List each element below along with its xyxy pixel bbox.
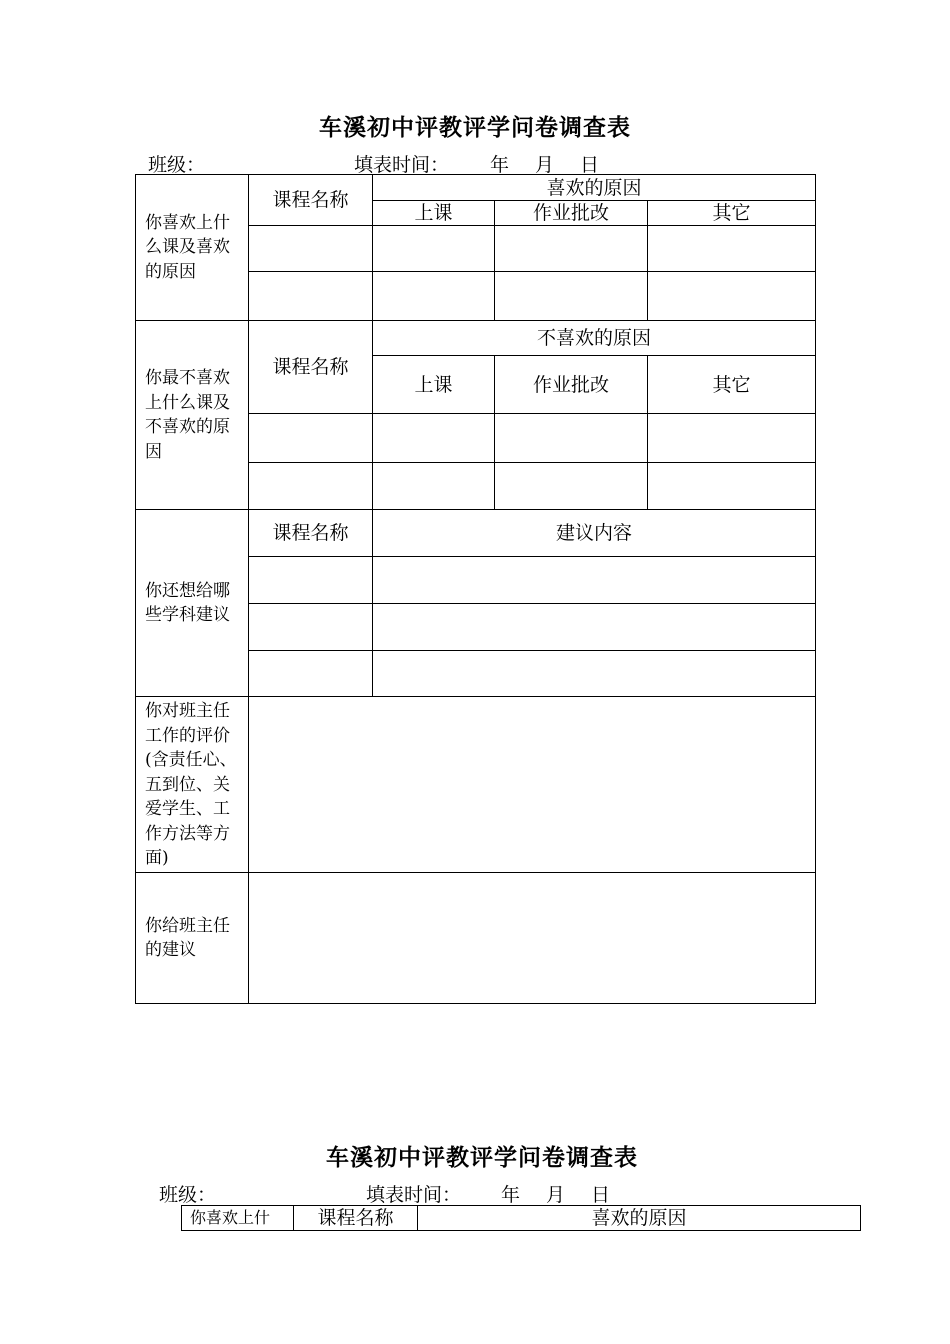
evaluate-section-label: 你对班主任工作的评价(含责任心、五到位、关爱学生、工作方法等方面) <box>136 697 249 873</box>
dislike-subheader-class: 上课 <box>373 356 495 414</box>
suggest-content-header: 建议内容 <box>373 510 816 557</box>
dislike-homework-cell[interactable] <box>495 414 648 463</box>
dislike-course-cell[interactable] <box>249 414 373 463</box>
like-reason-header: 喜欢的原因 <box>373 175 816 201</box>
suggest-content-cell[interactable] <box>373 604 816 651</box>
dislike-reason-header: 不喜欢的原因 <box>373 321 816 356</box>
like-subheader-class: 上课 <box>373 201 495 226</box>
dislike-course-header: 课程名称 <box>249 321 373 414</box>
form2-date-label: 填表时间： <box>366 1184 462 1206</box>
form1-class-label: 班级： <box>148 154 206 176</box>
form2-class-label: 班级： <box>159 1184 217 1206</box>
form2-row-label: 你喜欢上什 <box>182 1206 294 1231</box>
dislike-subheader-homework: 作业批改 <box>495 356 648 414</box>
form2-month: 月 <box>546 1184 566 1206</box>
like-subheader-other: 其它 <box>648 201 816 226</box>
like-subheader-homework: 作业批改 <box>495 201 648 226</box>
advice-answer-cell[interactable] <box>249 873 816 1004</box>
form1-month: 月 <box>535 154 555 176</box>
like-class-cell[interactable] <box>373 272 495 321</box>
form1-day: 日 <box>580 154 600 176</box>
like-class-cell[interactable] <box>373 226 495 272</box>
dislike-class-cell[interactable] <box>373 463 495 510</box>
suggest-course-cell[interactable] <box>249 651 373 697</box>
like-course-cell[interactable] <box>249 272 373 321</box>
dislike-section-label: 你最不喜欢上什么课及不喜欢的原因 <box>136 321 249 510</box>
form1-title: 车溪初中评教评学问卷调查表 <box>319 114 631 141</box>
dislike-class-cell[interactable] <box>373 414 495 463</box>
form2-year: 年 <box>501 1184 521 1206</box>
form2-course-header: 课程名称 <box>294 1206 418 1231</box>
form2-day: 日 <box>591 1184 611 1206</box>
dislike-other-cell[interactable] <box>648 414 816 463</box>
suggest-course-header: 课程名称 <box>249 510 373 557</box>
dislike-homework-cell[interactable] <box>495 463 648 510</box>
survey-table-1 <box>135 174 816 1004</box>
survey-table-2 <box>181 1205 861 1231</box>
like-homework-cell[interactable] <box>495 226 648 272</box>
like-course-cell[interactable] <box>249 226 373 272</box>
like-other-cell[interactable] <box>648 226 816 272</box>
suggest-course-cell[interactable] <box>249 557 373 604</box>
suggest-content-cell[interactable] <box>373 557 816 604</box>
dislike-subheader-other: 其它 <box>648 356 816 414</box>
like-course-header: 课程名称 <box>249 175 373 226</box>
form1-year: 年 <box>490 154 510 176</box>
like-section-label: 你喜欢上什么课及喜欢的原因 <box>136 175 249 321</box>
suggest-section-label: 你还想给哪些学科建议 <box>136 510 249 697</box>
form2-title: 车溪初中评教评学问卷调查表 <box>326 1144 638 1171</box>
like-other-cell[interactable] <box>648 272 816 321</box>
form1-date-label: 填表时间： <box>354 154 450 176</box>
advice-section-label: 你给班主任的建议 <box>136 873 249 1004</box>
dislike-other-cell[interactable] <box>648 463 816 510</box>
suggest-course-cell[interactable] <box>249 604 373 651</box>
like-homework-cell[interactable] <box>495 272 648 321</box>
evaluate-answer-cell[interactable] <box>249 697 816 873</box>
dislike-course-cell[interactable] <box>249 463 373 510</box>
form2-reason-header: 喜欢的原因 <box>418 1206 861 1231</box>
suggest-content-cell[interactable] <box>373 651 816 697</box>
